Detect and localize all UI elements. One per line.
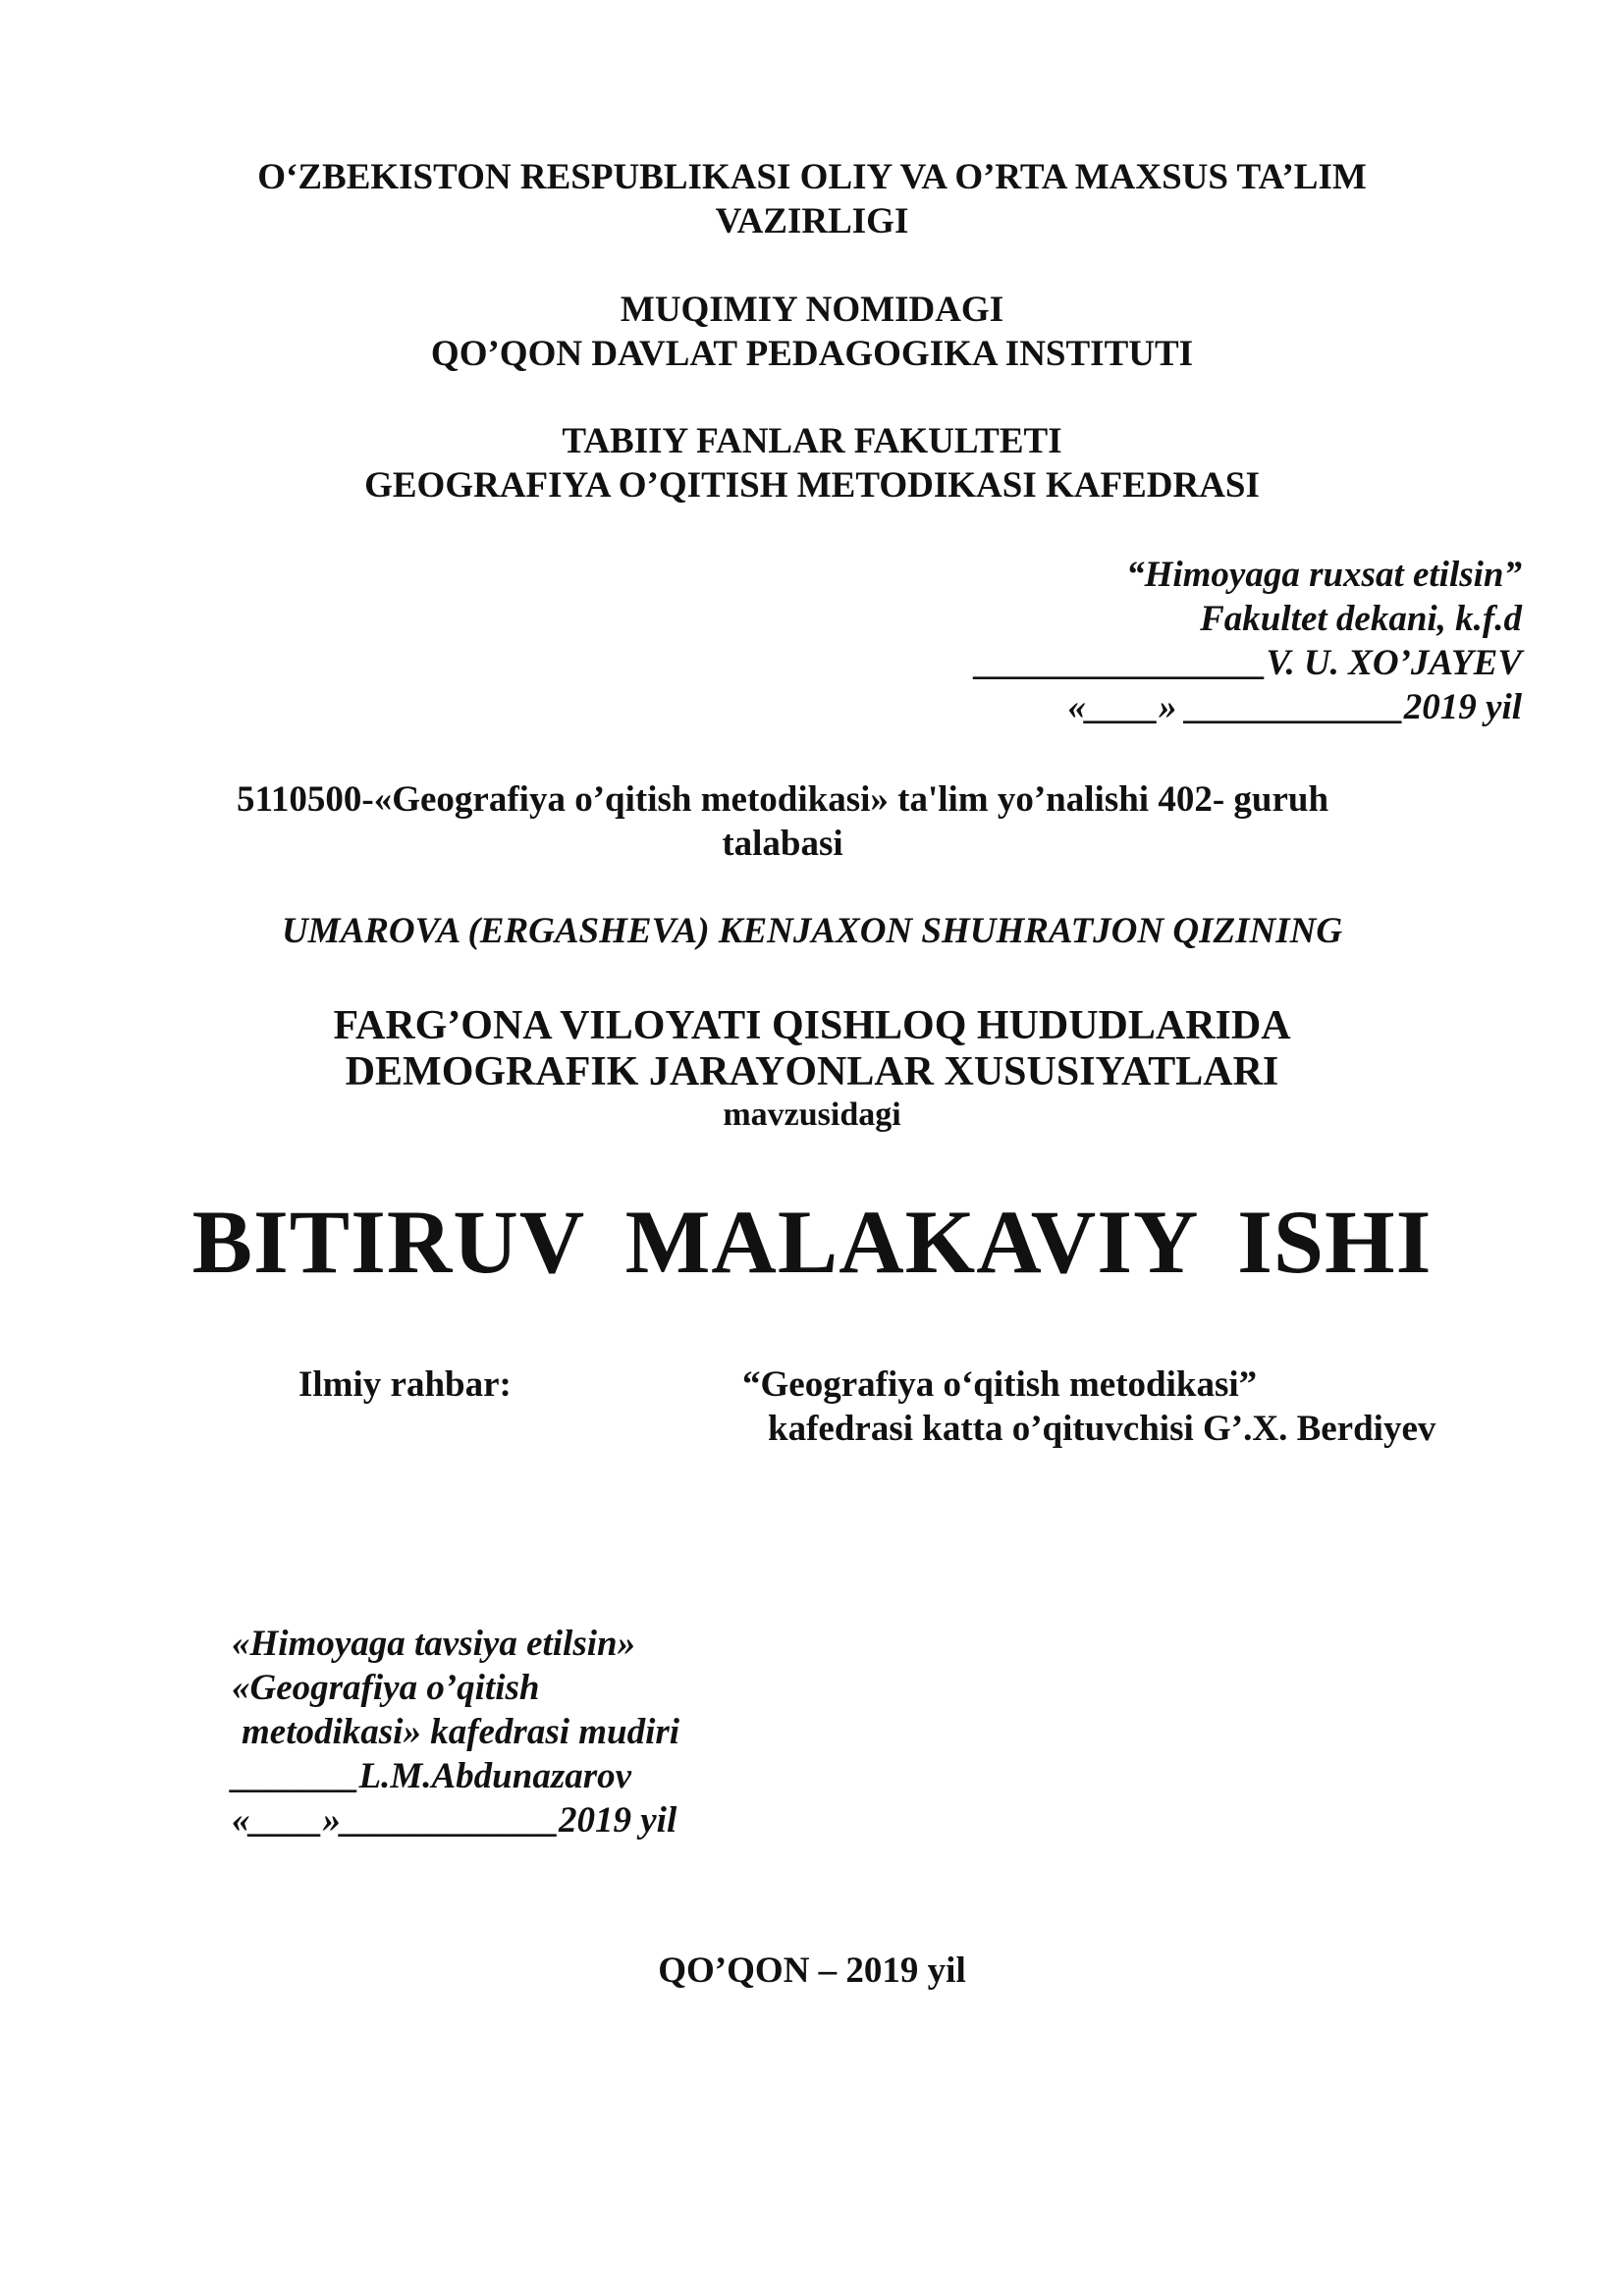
recommendation-line-2: «Geografiya o’qitish: [232, 1668, 540, 1708]
topic-line-2: DEMOGRAFIK JARAYONLAR XUSUSIYATLARI: [345, 1049, 1279, 1095]
topic-line-1: FARG’ONA VILOYATI QISHLOQ HUDUDLARIDA: [333, 1003, 1291, 1048]
document-title: BITIRUV MALAKAVIY ISHI: [191, 1192, 1433, 1292]
topic-block: [0, 1003, 1624, 1135]
faculty-line-1: TABIIY FANLAR FAKULTETI: [562, 421, 1062, 461]
approval-date: «____» ____________2019 yil: [1067, 687, 1522, 727]
faculty-heading: [0, 419, 1624, 507]
institute-heading: [0, 288, 1624, 376]
institute-line-1: MUQIMIY NOMIDAGI: [620, 290, 1004, 330]
approval-line-1: “Himoyaga ruxsat etilsin”: [1126, 555, 1522, 595]
advisor-label: Ilmiy rahbar:: [298, 1364, 512, 1405]
institute-line-2: QO’QON DAVLAT PEDAGOGIKA INSTITUTI: [430, 334, 1194, 374]
ministry-heading: [0, 155, 1624, 243]
ministry-line-2: VAZIRLIGI: [715, 201, 909, 241]
recommendation-line-1: «Himoyaga tavsiya etilsin»: [232, 1624, 636, 1664]
footer-city-year: QO’QON – 2019 yil: [658, 1950, 966, 1991]
student-name: UMAROVA (ERGASHEVA) KENJAXON SHUHRATJON QIZINING: [281, 911, 1343, 951]
faculty-line-2: GEOGRAFIYA O’QITISH METODIKASI KAFEDRASI: [364, 465, 1260, 506]
program-line-1: 5110500-«Geografiya o’qitish metodikasi» ta'lim yo’nalishi 402- guruh: [236, 779, 1329, 820]
approval-signature: ________________V. U. XO’JAYEV: [975, 643, 1522, 683]
recommendation-signature: _______L.M.Abdunazarov: [232, 1756, 632, 1796]
approval-block: [976, 553, 1522, 729]
program-line-2: talabasi: [722, 824, 843, 864]
recommendation-date: «____»____________2019 yil: [232, 1800, 677, 1841]
topic-suffix: mavzusidagi: [723, 1096, 901, 1133]
advisor-line-1: “Geografiya o‘qitish metodikasi”: [742, 1364, 1258, 1405]
recommendation-block: [232, 1622, 679, 1842]
advisor-details: [742, 1362, 1435, 1451]
student-program: [0, 777, 1595, 866]
recommendation-line-3: metodikasi» kafedrasi mudiri: [242, 1712, 680, 1752]
approval-line-2: Fakultet dekani, k.f.d: [1200, 599, 1522, 639]
ministry-line-1: O‘ZBEKISTON RESPUBLIKASI OLIY VA O’RTA MAXSUS TA’LIM: [257, 157, 1367, 197]
advisor-line-2: kafedrasi katta o’qituvchisi G’.X. Berdiyev: [768, 1409, 1436, 1449]
